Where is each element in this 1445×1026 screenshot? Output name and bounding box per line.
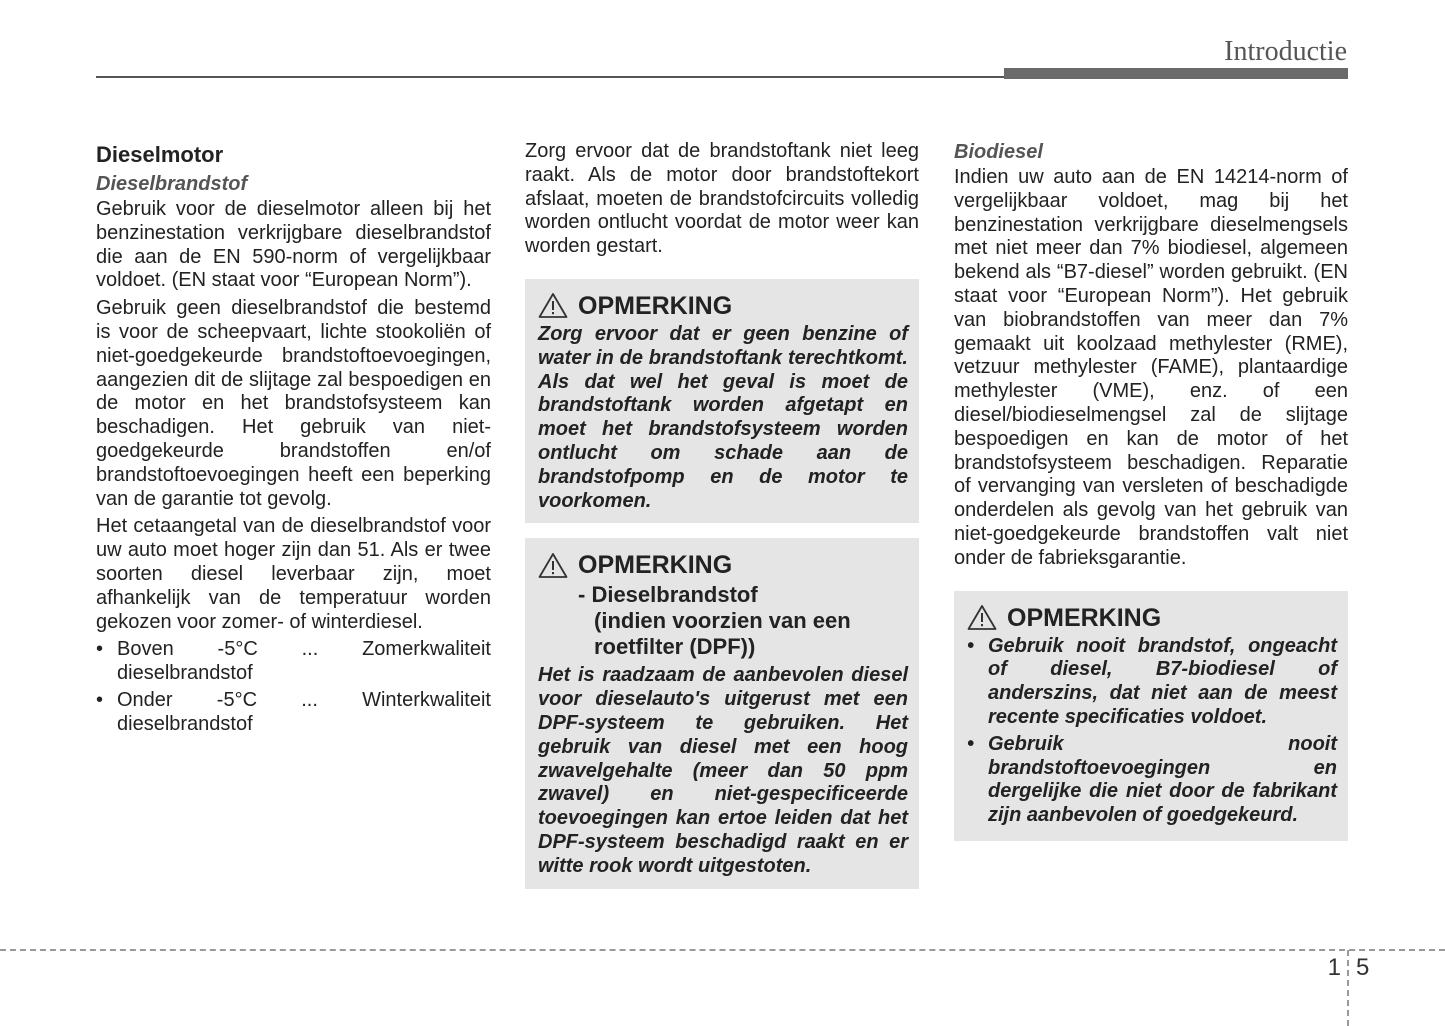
paragraph: Zorg ervoor dat de brandstoftank niet leeg raakt. Als de motor door brandstoftekort afslaat, moeten de brandstofcircuits volledig worden ontlucht voordat de motor weer kan worden gestart. xyxy=(525,140,919,258)
column-2 xyxy=(525,140,919,889)
subheading-dieselbrandstof: Dieselbrandstof xyxy=(96,173,248,195)
heading-dieselmotor: Dieselmotor xyxy=(96,142,224,167)
note-header xyxy=(967,603,1337,633)
list-item: • Boven -5°C ... Zomerkwaliteit dieselbrandstof xyxy=(96,638,491,686)
paragraph: Het cetaangetal van de dieselbrandstof voor uw auto moet hoger zijn dan 51. Als er twee soorten diesel leverbaar zijn, moet afhankelijk van de temperatuur worden gekozen voor zomer- of winterdiesel. xyxy=(96,515,491,633)
note-title: OPMERKING xyxy=(578,551,733,580)
note-subtitle-line: - Dieselbrandstof xyxy=(578,582,758,608)
note-box xyxy=(525,279,919,523)
warning-icon xyxy=(967,604,997,631)
page-number: 5 xyxy=(1356,954,1370,981)
paragraph: Indien uw auto aan de EN 14214-norm of vergelijkbaar voldoet, mag bij het benzinestation verkrijgbare dieselmengsels met niet meer dan 7% biodiesel, algemeen bekend als “B7-diesel” worden gebruikt. (EN staat voor “European Norm”). Het gebruik van biobrandstoffen van meer dan 7% gemaakt uit koolzaad methylester (RME), vetzuur methylester (FAME), plantaardige methylester (VME), enz. of een diesel/biodieselmengsel zal de slijtage bespoedigen en kan de motor of het brandstofsysteem beschadigen. Reparatie of vervanging van versleten of beschadigde onderdelen als gevolg van het gebruik van niet-goedgekeurde brandstoffen valt niet onder de fabrieksgarantie. xyxy=(954,166,1348,569)
note-title: OPMERKING xyxy=(1007,603,1162,632)
note-title: OPMERKING xyxy=(578,291,733,320)
warning-icon xyxy=(538,292,568,319)
paragraph: Gebruik geen dieselbrandstof die bestemd is voor de scheepvaart, lichte stookoliën of niet-goedgekeurde brandstoftoevoegingen, aangezien dit de slijtage zal bespoedigen en de motor en het brandstofsysteem kan beschadigen. Het gebruik van niet-goedgekeurde brandstoffen en/of brandstoftoevoegingen heeft een beperking van de garantie tot gevolg. xyxy=(96,297,491,510)
chapter-number: 1 xyxy=(1327,954,1341,981)
note-subtitle-line: (indien voorzien van een xyxy=(594,608,851,634)
column-3 xyxy=(954,140,1348,841)
column-1 xyxy=(96,140,491,740)
list-item: • Onder -5°C ... Winterkwaliteit dieselbrandstof xyxy=(96,689,491,737)
note-text: Zorg ervoor dat er geen benzine of water in de brandstoftank terechtkomt. Als dat wel het geval is moet de brandstoftank worden afgetapt en moet het brandstofsysteem worden ontlucht om schade aan de brandstofpomp en de motor te voorkomen. xyxy=(538,322,908,512)
note-box-dpf xyxy=(525,538,919,888)
note-box xyxy=(954,591,1348,841)
note-subtitle-line: roetfilter (DPF)) xyxy=(594,634,756,660)
header-bar xyxy=(1004,68,1348,79)
paragraph: Gebruik voor de dieselmotor alleen bij het benzinestation verkrijgbare dieselbrandstof die aan de EN 590-norm of vergelijkbaar voldoet. (EN staat voor “European Norm”). xyxy=(96,198,491,292)
note-list xyxy=(967,635,1337,828)
footer-rule xyxy=(0,949,1445,951)
header-rule xyxy=(96,76,1006,78)
section-title: Introductie xyxy=(1224,36,1347,67)
note-header xyxy=(538,291,908,321)
note-text: Het is raadzaam de aanbevolen diesel voor dieselauto's uitgerust met een DPF-systeem te gebruiken. Het gebruik van diesel met een hoog zwavelgehalte (meer dan 50 ppm zwavel) en niet-gespecificeerde toevoegingen kan ertoe leiden dat het DPF-systeem beschadigd raakt en er witte rook wordt uitgestoten. xyxy=(538,664,908,877)
page-number-divider xyxy=(1347,950,1349,1026)
temperature-list xyxy=(96,638,491,736)
note-body xyxy=(538,664,908,878)
list-item: • Gebruik nooit brandstoftoevoegingen en dergelijke die niet door de fabrikant zijn aanbevolen of goedgekeurd. xyxy=(967,733,1337,828)
note-body xyxy=(538,323,908,513)
subheading-biodiesel: Biodiesel xyxy=(954,141,1043,163)
list-item: • Gebruik nooit brandstof, ongeacht of diesel, B7-biodiesel of anderszins, dat niet aan de meest recente specificaties voldoet. xyxy=(967,635,1337,730)
note-header xyxy=(538,550,908,580)
warning-icon xyxy=(538,552,568,579)
note-subtitle xyxy=(578,582,908,660)
